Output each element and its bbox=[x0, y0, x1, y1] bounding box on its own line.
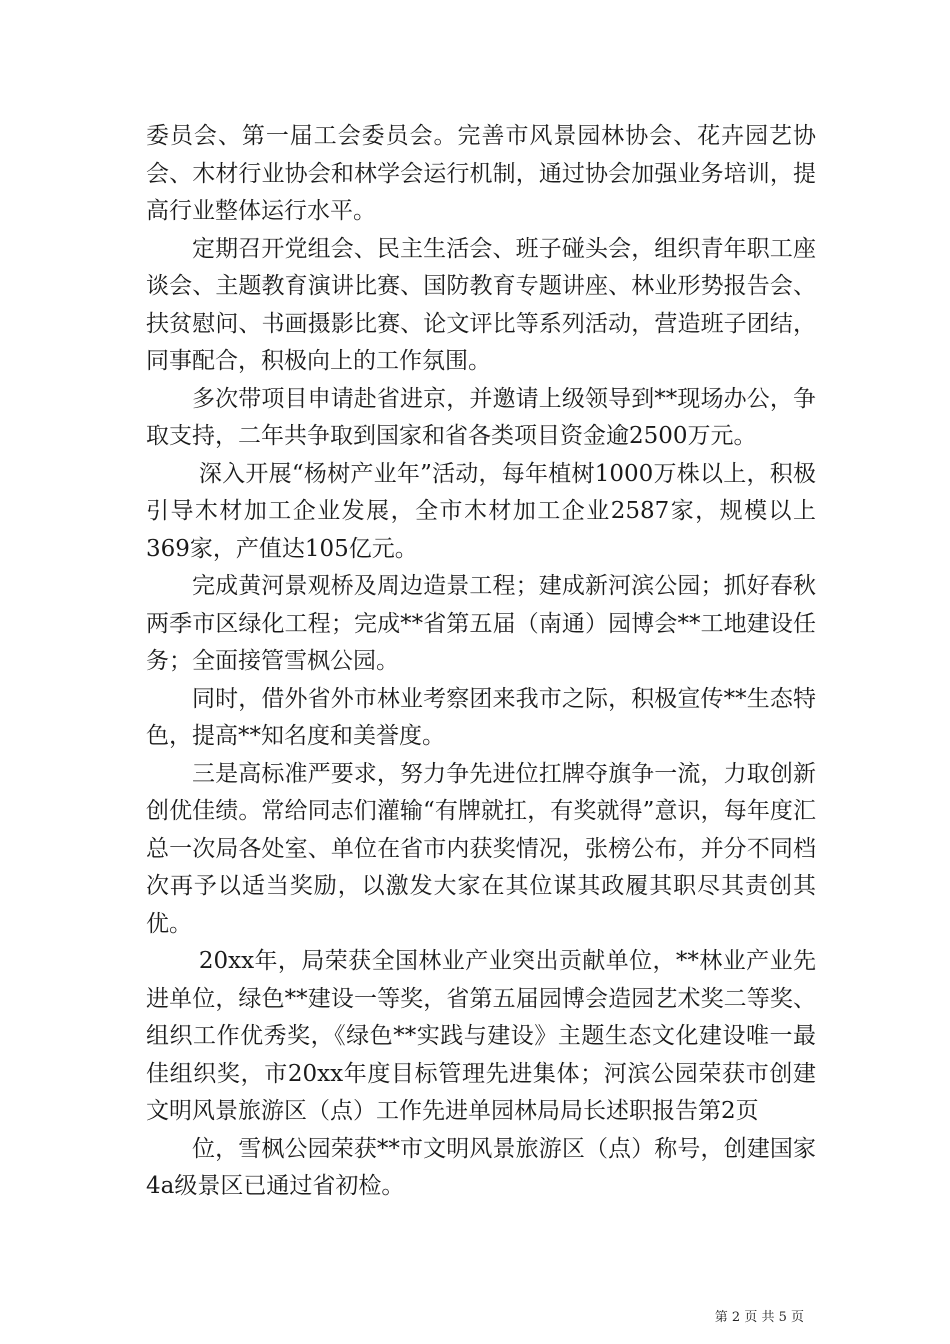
document-body bbox=[146, 118, 816, 1206]
paragraph-6: 同时，借外省外市林业考察团来我市之际，积极宣传**生态特色，提高**知名度和美誉度。 bbox=[146, 685, 816, 749]
paragraph-3: 多次带项目申请赴省进京，并邀请上级领导到**现场办公，争取支持，二年共争取到国家和省各类项目资金逾2500万元。 bbox=[146, 385, 816, 449]
paragraph-2: 定期召开党组会、民主生活会、班子碰头会，组织青年职工座谈会、主题教育演讲比赛、国防教育专题讲座、林业形势报告会、扶贫慰问、书画摄影比赛、论文评比等系列活动，营造班子团结，同事配合，积极向上的工作氛围。 bbox=[146, 235, 816, 374]
paragraph-8: 20xx年，局荣获全国林业产业突出贡献单位，**林业产业先进单位，绿色**建设一等奖，省第五届园博会造园艺术奖二等奖、组织工作优秀奖，《绿色**实践与建设》主题生态文化建设唯一最佳组织奖，市20xx年度目标管理先进集体；河滨公园荣获市创建文明风景旅游区（点）工作先进单园林局局长述职报告第2页 bbox=[146, 948, 816, 1124]
paragraph-5: 完成黄河景观桥及周边造景工程；建成新河滨公园；抓好春秋两季市区绿化工程；完成**省第五届（南通）园博会**工地建设任务；全面接管雪枫公园。 bbox=[146, 573, 816, 674]
page-number-footer: 第 2 页 共 5 页 bbox=[714, 1310, 804, 1325]
paragraph-4: 深入开展“杨树产业年”活动，每年植树1000万株以上，积极引导木材加工企业发展，全市木材加工企业2587家，规模以上369家，产值达105亿元。 bbox=[146, 460, 816, 562]
paragraph-7: 三是高标准严要求，努力争先进位扛牌夺旗争一流，力取创新创优佳绩。常给同志们灌输“有牌就扛，有奖就得”意识，每年度汇总一次局各处室、单位在省市内获奖情况，张榜公布，并分不同档次再予以适当奖励，以激发大家在其位谋其政履其职尽其责创其优。 bbox=[146, 760, 816, 937]
paragraph-9: 位，雪枫公园荣获**市文明风景旅游区（点）称号，创建国家4a级景区已通过省初检。 bbox=[146, 1135, 816, 1199]
paragraph-1: 委员会、第一届工会委员会。完善市风景园林协会、花卉园艺协会、木材行业协会和林学会运行机制，通过协会加强业务培训，提高行业整体运行水平。 bbox=[146, 123, 816, 224]
